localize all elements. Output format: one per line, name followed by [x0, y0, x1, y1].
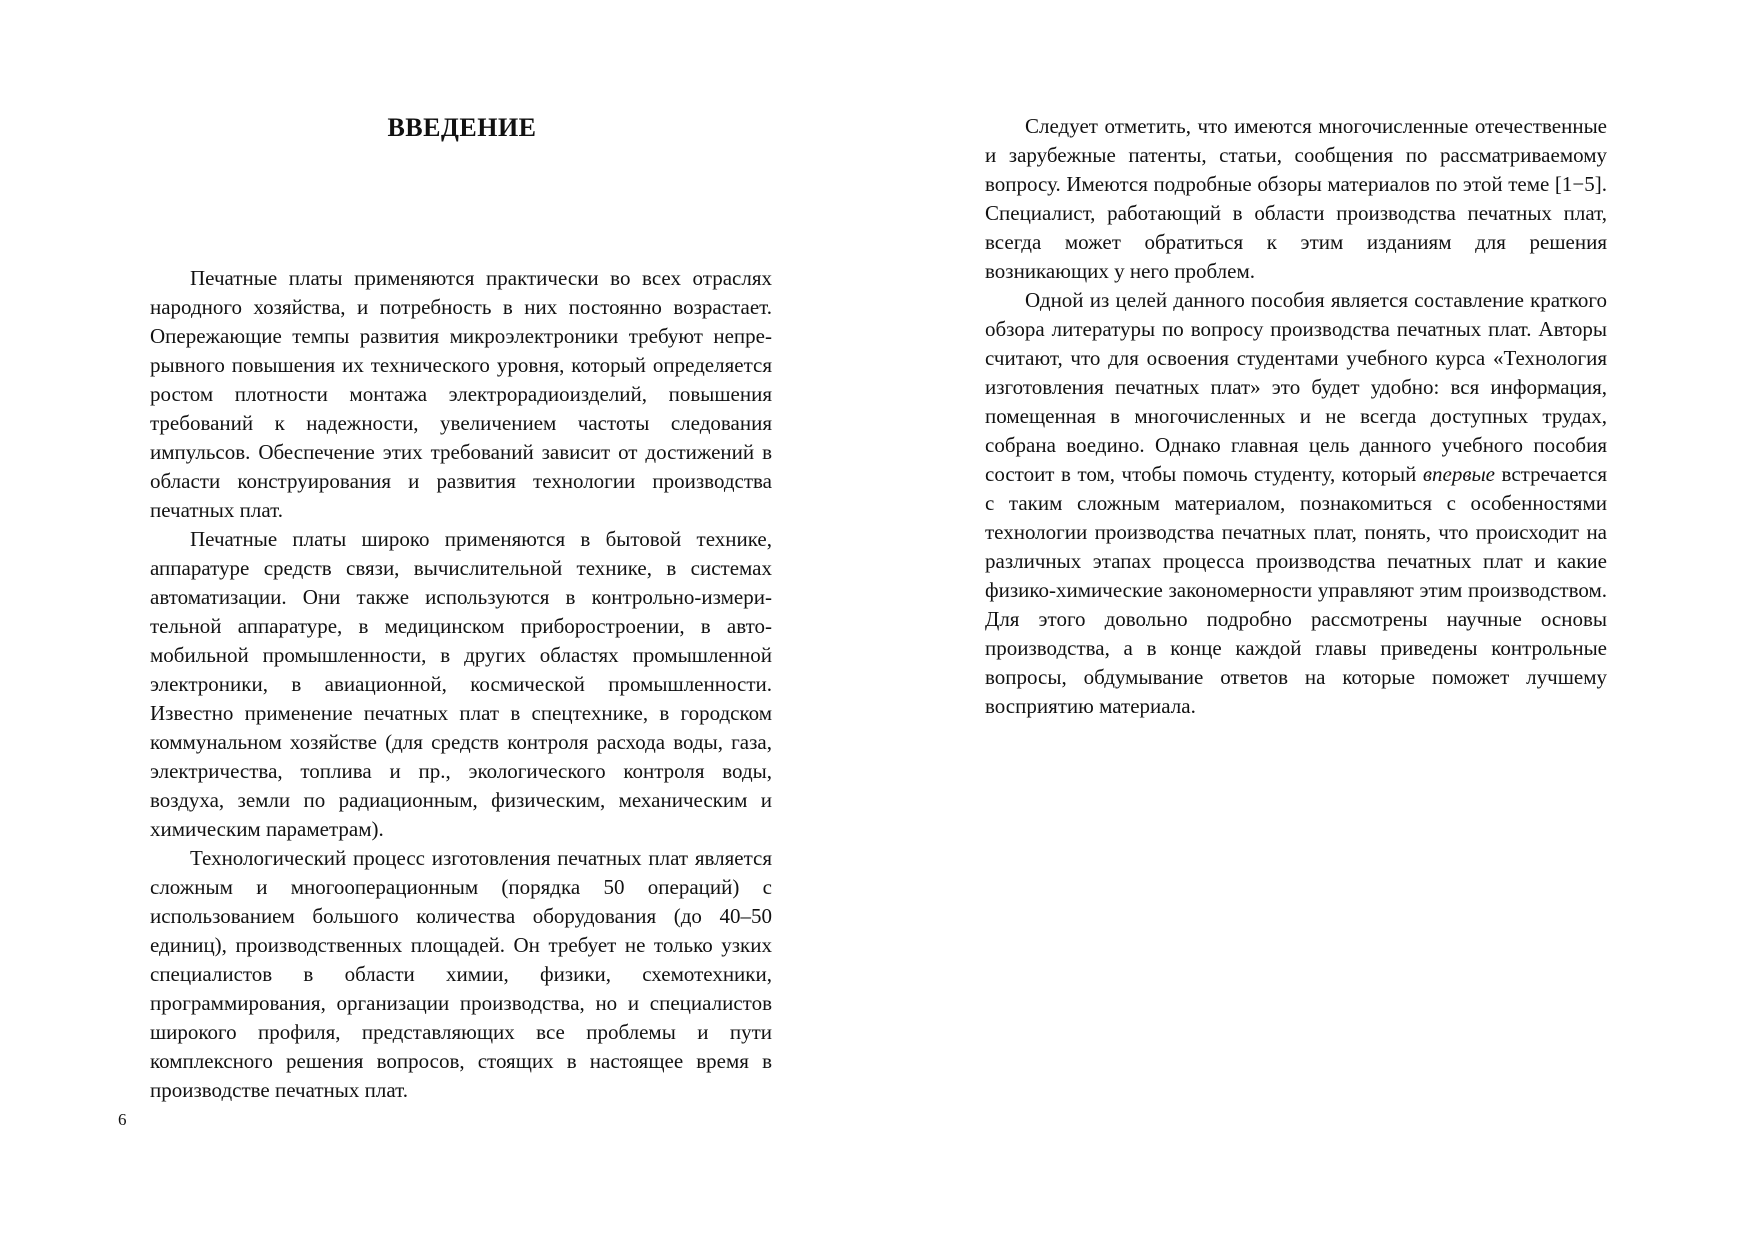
italic-emphasis: впервые	[1422, 462, 1495, 486]
left-page	[0, 0, 874, 1241]
goals-text-before: Одной из целей данного пособия является составление краткого обзора литературы по вопросу производства печатных плат. Авторы считают, что для освоения студентами учебного курса «Технология изготовления печатных плат» это будет удобно: вся информация, помещенная в многочисленных и не всегда доступных трудах, собрана воедино. Однако главная цель данного учебного пособия состоит в том, чтобы помочь студенту, который	[985, 288, 1607, 486]
page-number: 6	[118, 1110, 127, 1129]
paragraph-intro: Печатные платы применяются практически во всех отраслях народного хозяйства, и потребность в них постоянно возрастает. Опережающие темпы развития микроэлектроники требуют непрерывного повышения их технического уровня, который определяется ростом плотности монтажа электрорадиоизделий, повышения требований к надежности, увеличением частоты следования импульсов. Обеспечение этих требований зависит от достижений в области конструирования и развития технологии производства печатных плат.	[150, 266, 772, 522]
paragraph-literature: Следует отметить, что имеются многочисленные отечественные и зарубежные патенты, статьи, сообщения по рассматриваемому вопросу. Имеются подробные обзоры материалов по этой теме [1−5]. Специалист, работающий в области производства печатных плат, всегда может обратиться к этим изданиям для решения возникающих у него проблем.	[985, 114, 1607, 283]
paragraph-goals	[985, 286, 1607, 721]
right-page	[875, 0, 1749, 1241]
left-page-body	[150, 264, 772, 1105]
chapter-heading: ВВЕДЕНИЕ	[387, 113, 537, 142]
paragraph-process: Технологический процесс изготовления печатных плат является сложным и многооперационным (порядка 50 операций) с использованием большого количества оборудования (до 40–50 единиц), производственных площадей. Он требует не только узких специалистов в области химии, физики, схемотехники, программирования, организации производства, но и специалистов широкого профиля, представляющих все проблемы и пути комплексного решения вопросов, стоящих в настоящее время в производстве печатных плат.	[150, 846, 772, 1102]
goals-text-after: встречается с таким сложным материалом, познакомиться с особенностями технологии производства печатных плат, понять, что происходит на различных этапах процесса производства печатных плат и какие физико-химические закономерности управляют этим производством. Для этого довольно подробно рассмотрены научные основы производства, а в конце каждой главы приведены контрольные вопросы, обдумывание ответов на которые поможет лучшему восприятию материала.	[985, 462, 1607, 718]
paragraph-applications: Печатные платы широко применяются в бытовой технике, аппаратуре средств связи, вычислительной технике, в системах автоматизации. Они также используются в контрольно-измерительной аппаратуре, в медицинском приборостроении, в автомобильной промышленности, в других областях промышленной электроники, в авиационной, космической промышленности. Известно применение печатных плат в спецтехнике, в городском коммунальном хозяйстве (для средств контроля расхода воды, газа, электричества, топлива и пр., экологического контроля воды, воздуха, земли по радиационным, физическим, механическим и химическим параметрам).	[150, 527, 772, 841]
right-page-body	[985, 112, 1607, 721]
